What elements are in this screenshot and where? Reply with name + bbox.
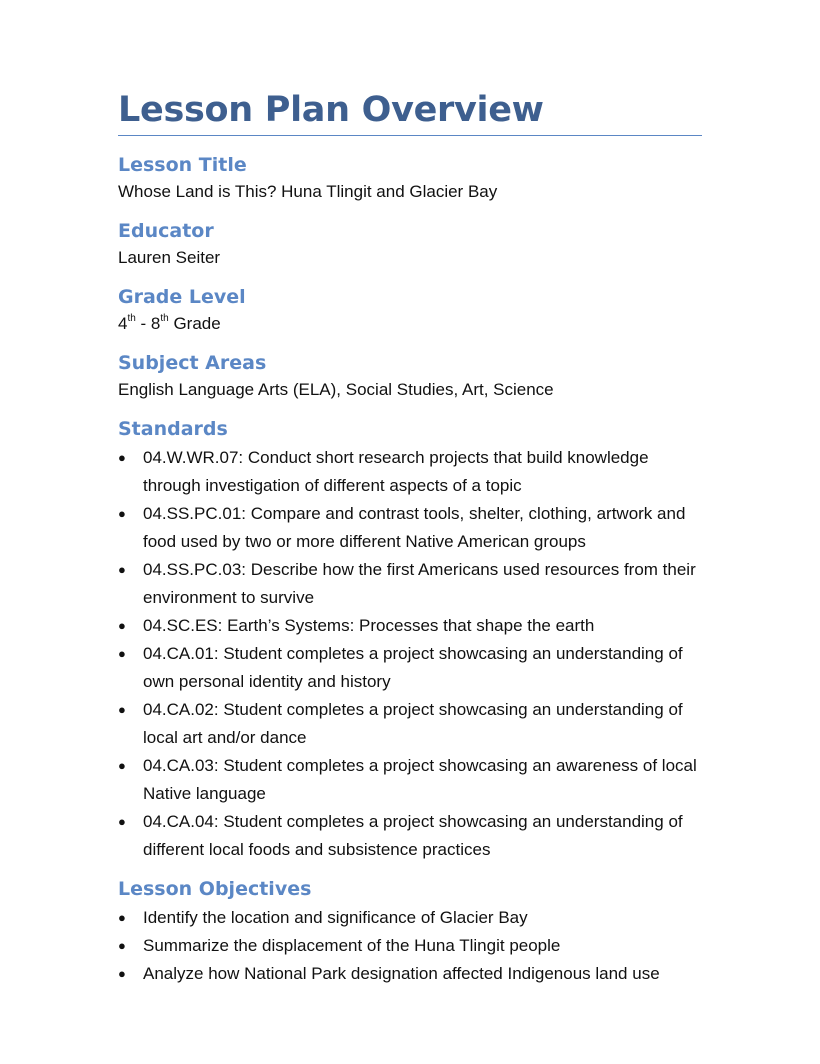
grade-from: 4 bbox=[118, 314, 128, 333]
list-item bbox=[118, 444, 702, 500]
standard-text: 04.CA.01: Student completes a project showcasing an understanding of own personal identity and history bbox=[143, 644, 683, 691]
bullet-icon: ● bbox=[118, 938, 126, 953]
bullet-icon: ● bbox=[118, 562, 126, 577]
list-item bbox=[118, 696, 702, 752]
lesson-title-section bbox=[118, 153, 702, 204]
standard-text: 04.SS.PC.01: Compare and contrast tools, shelter, clothing, artwork and food used by two or more different Native American groups bbox=[143, 504, 686, 551]
lesson-title-value: Whose Land is This? Huna Tlingit and Glacier Bay bbox=[118, 182, 498, 201]
bullet-icon: ● bbox=[118, 702, 126, 717]
list-item bbox=[118, 640, 702, 696]
grade-level-heading: Grade Level bbox=[118, 286, 246, 308]
grade-level-section bbox=[118, 285, 702, 336]
objective-text: Analyze how National Park designation affected Indigenous land use bbox=[143, 964, 660, 983]
standard-text: 04.SC.ES: Earth’s Systems: Processes that shape the earth bbox=[143, 616, 595, 635]
bullet-icon: ● bbox=[118, 506, 126, 521]
standard-text: 04.CA.03: Student completes a project showcasing an awareness of local Native language bbox=[143, 756, 697, 803]
objective-text: Identify the location and significance of Glacier Bay bbox=[143, 908, 528, 927]
list-item bbox=[118, 808, 702, 864]
bullet-icon: ● bbox=[118, 966, 126, 981]
educator-heading: Educator bbox=[118, 220, 214, 242]
list-item bbox=[118, 556, 702, 612]
standard-text: 04.CA.04: Student completes a project showcasing an understanding of different local foods and subsistence practices bbox=[143, 812, 683, 859]
bullet-icon: ● bbox=[118, 814, 126, 829]
bullet-icon: ● bbox=[118, 758, 126, 773]
educator-value: Lauren Seiter bbox=[118, 248, 221, 267]
standard-text: 04.SS.PC.03: Describe how the first Americans used resources from their environment to survive bbox=[143, 560, 696, 607]
bullet-icon: ● bbox=[118, 450, 126, 465]
list-item bbox=[118, 500, 702, 556]
educator-section bbox=[118, 219, 702, 270]
subject-areas-section bbox=[118, 351, 702, 402]
grade-separator: - bbox=[135, 314, 151, 333]
list-item bbox=[118, 904, 702, 932]
list-item bbox=[118, 752, 702, 808]
objective-text: Summarize the displacement of the Huna Tlingit people bbox=[143, 936, 561, 955]
bullet-icon: ● bbox=[118, 910, 126, 925]
standard-text: 04.W.WR.07: Conduct short research projects that build knowledge through investigation of different aspects of a topic bbox=[143, 448, 649, 495]
standard-text: 04.CA.02: Student completes a project showcasing an understanding of local art and/or dance bbox=[143, 700, 683, 747]
subject-areas-value: English Language Arts (ELA), Social Studies, Art, Science bbox=[118, 380, 554, 399]
standards-list bbox=[118, 444, 702, 864]
list-item bbox=[118, 960, 702, 988]
standards-section bbox=[118, 417, 702, 864]
lesson-objectives-section bbox=[118, 877, 702, 988]
grade-to: 8 bbox=[150, 314, 161, 333]
bullet-icon: ● bbox=[118, 618, 126, 633]
standards-heading: Standards bbox=[118, 418, 228, 440]
bullet-icon: ● bbox=[118, 646, 126, 661]
grade-from-suffix: th bbox=[127, 313, 136, 325]
lesson-objectives-heading: Lesson Objectives bbox=[118, 878, 312, 900]
grade-suffix: Grade bbox=[168, 314, 221, 333]
list-item bbox=[118, 932, 702, 960]
document-page bbox=[118, 88, 702, 988]
grade-to-suffix: th bbox=[160, 313, 169, 325]
subject-areas-heading: Subject Areas bbox=[118, 352, 267, 374]
grade-level-value bbox=[118, 312, 702, 336]
objectives-list bbox=[118, 904, 702, 988]
lesson-title-heading: Lesson Title bbox=[118, 154, 247, 176]
page-title: Lesson Plan Overview bbox=[118, 88, 702, 136]
list-item bbox=[118, 612, 702, 640]
